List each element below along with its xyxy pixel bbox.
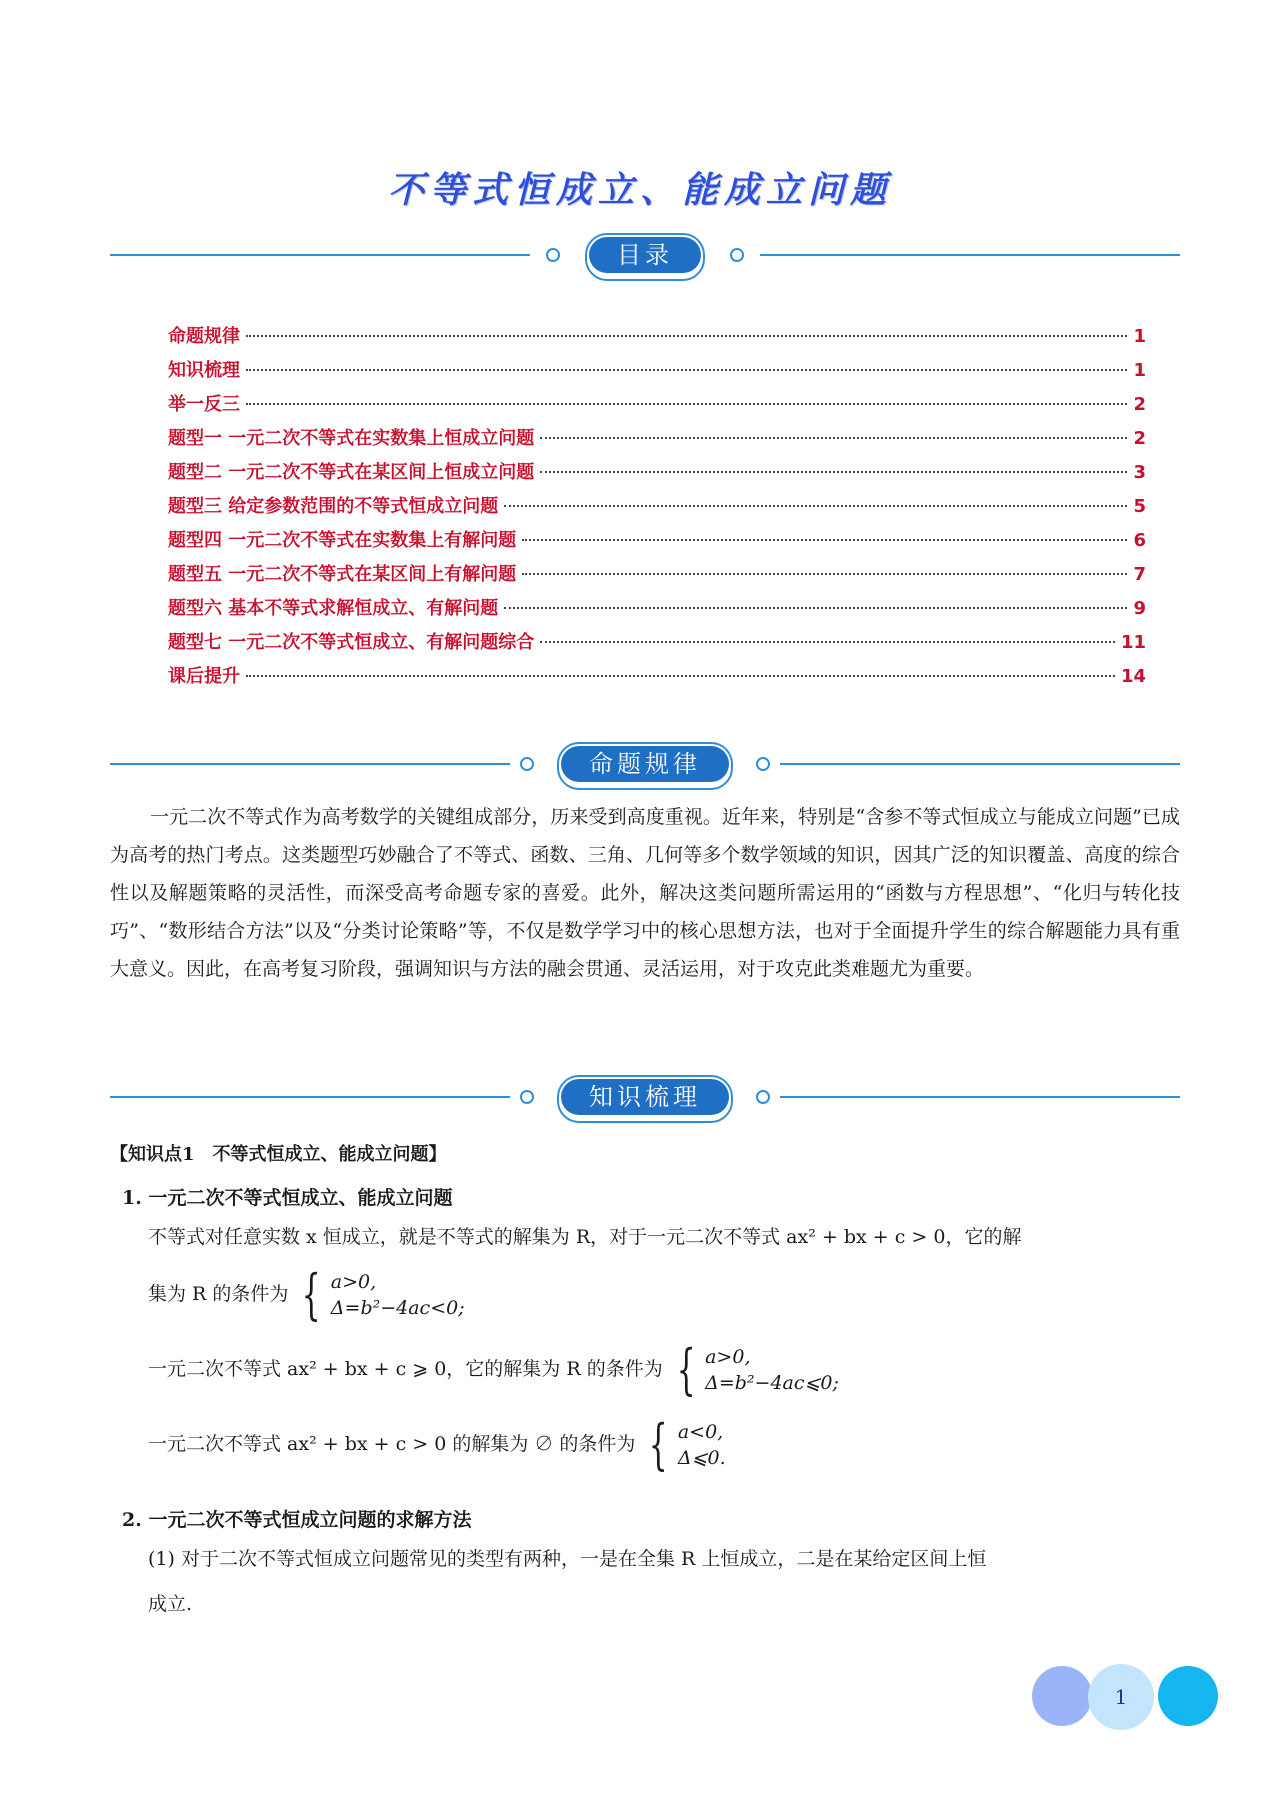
- toc-item[interactable]: 题型五 一元二次不等式在某区间上有解问题 7: [168, 564, 1146, 585]
- rule-paragraph: 一元二次不等式作为高考数学的关键组成部分，历来受到高度重视。近年来，特别是“含参不等式恒成立与能成立问题”已成为高考的热门考点。这类题型巧妙融合了不等式、函数、三角、几何等多个数学领域的知识，因其广泛的知识覆盖、高度的综合性以及解题策略的灵活性，而深受高考命题专家的喜爱。此外，解决这类问题所需运用的“函数与方程思想”、“化归与转化技巧”、“数形结合方法”以及“分类讨论策略”等，不仅是数学学习中的核心思想方法，也对于全面提升学生的综合解题能力具有重大意义。因此，在高考复习阶段，强调知识与方法的融会贯通、灵活运用，对于攻克此类难题尤为重要。: [110, 806, 1180, 980]
- knowledge-line-2: 集为 R 的条件为 { a>0, Δ=b²−4ac<0;: [148, 1263, 465, 1326]
- rule-header-label: 命题规律: [561, 746, 729, 782]
- knowledge-line-1: 不等式对任意实数 x 恒成立，就是不等式的解集为 R，对于一元二次不等式 ax² + bx + c > 0，它的解: [148, 1226, 1022, 1248]
- toc-item[interactable]: 题型七 一元二次不等式恒成立、有解问题综合 11: [168, 632, 1146, 653]
- divider-line: [780, 1096, 1180, 1098]
- page-badge-left-circle: [1032, 1666, 1092, 1726]
- divider-line: [760, 254, 1180, 256]
- divider-dot: [756, 757, 770, 771]
- knowledge-line-5: (1) 对于二次不等式恒成立问题常见的类型有两种，一是在全集 R 上恒成立，二是在某给定区间上恒: [148, 1548, 987, 1570]
- condition-system: { a<0, Δ⩽0.: [649, 1413, 726, 1476]
- rule-section-header: [110, 742, 1180, 786]
- toc-item[interactable]: 举一反三 2: [168, 394, 1146, 415]
- knowledge-line-3: 一元二次不等式 ax² + bx + c ⩾ 0，它的解集为 R 的条件为 { a>0, Δ=b²−4ac⩽0;: [148, 1338, 839, 1401]
- divider-dot: [520, 757, 534, 771]
- toc-item[interactable]: 命题规律 1: [168, 326, 1146, 347]
- divider-dot: [730, 248, 744, 262]
- divider-line: [110, 1096, 510, 1098]
- page-badge-right-circle: [1158, 1666, 1218, 1726]
- page-number: 1: [1088, 1664, 1154, 1730]
- knowledge-line-6: 成立.: [148, 1593, 193, 1615]
- divider-line: [110, 254, 530, 256]
- subheading-2: 2. 一元二次不等式恒成立问题的求解方法: [122, 1509, 472, 1531]
- condition-system: { a>0, Δ=b²−4ac<0;: [302, 1263, 465, 1326]
- document-title: 不等式恒成立、能成立问题: [387, 170, 892, 211]
- divider-dot: [520, 1090, 534, 1104]
- knowledge-section-header: [110, 1075, 1180, 1119]
- knowledge-line-4: 一元二次不等式 ax² + bx + c > 0 的解集为 ∅ 的条件为 { a<0, Δ⩽0.: [148, 1413, 726, 1476]
- toc-item[interactable]: 题型二 一元二次不等式在某区间上恒成立问题 3: [168, 462, 1146, 483]
- toc-item[interactable]: 课后提升 14: [168, 666, 1146, 687]
- knowledge-header-label: 知识梳理: [561, 1079, 729, 1115]
- toc-item[interactable]: 题型六 基本不等式求解恒成立、有解问题 9: [168, 598, 1146, 619]
- subheading-1: 1. 一元二次不等式恒成立、能成立问题: [122, 1187, 453, 1209]
- toc-section-header: [110, 233, 1180, 277]
- knowledge-point-title: 【知识点1 不等式恒成立、能成立问题】: [110, 1144, 447, 1165]
- condition-system: { a>0, Δ=b²−4ac⩽0;: [676, 1338, 839, 1401]
- divider-line: [780, 763, 1180, 765]
- toc-item[interactable]: 题型一 一元二次不等式在实数集上恒成立问题 2: [168, 428, 1146, 449]
- toc-item[interactable]: 知识梳理 1: [168, 360, 1146, 381]
- table-of-contents: [168, 322, 1146, 696]
- toc-item[interactable]: 题型四 一元二次不等式在实数集上有解问题 6: [168, 530, 1146, 551]
- divider-dot: [756, 1090, 770, 1104]
- divider-line: [110, 763, 510, 765]
- toc-item[interactable]: 题型三 给定参数范围的不等式恒成立问题 5: [168, 496, 1146, 517]
- toc-header-label: 目录: [589, 237, 701, 273]
- divider-dot: [546, 248, 560, 262]
